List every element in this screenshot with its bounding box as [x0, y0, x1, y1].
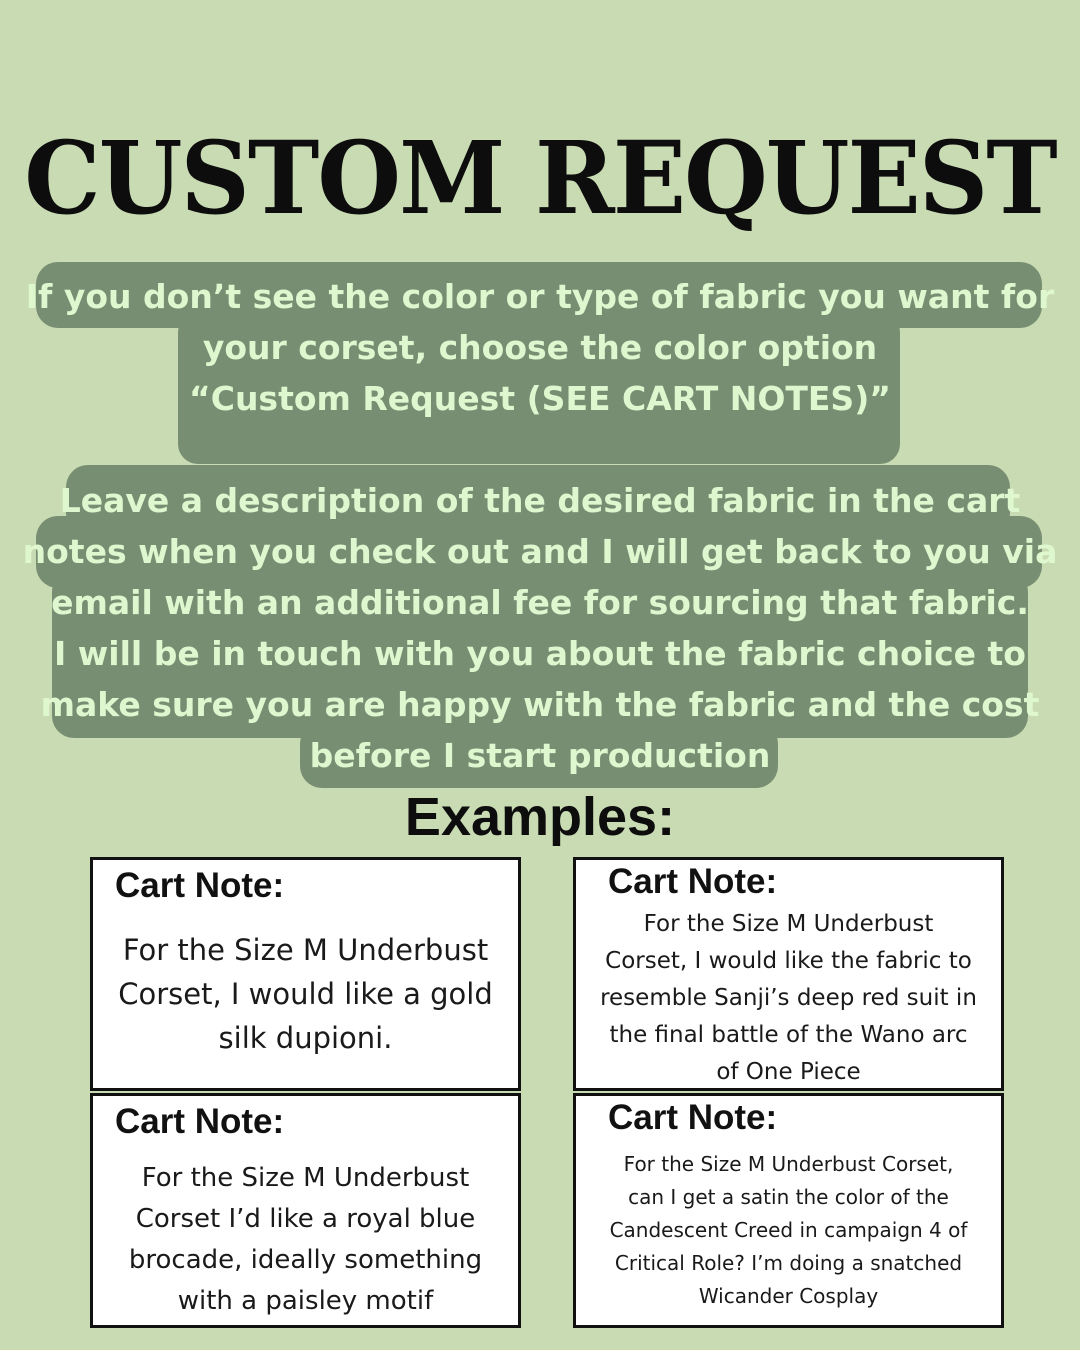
cart-note-line: can I get a satin the color of the: [628, 1185, 949, 1209]
info-line: make sure you are happy with the fabric and the cost: [40, 685, 1040, 724]
cart-note-line: Corset, I would like a gold: [118, 977, 493, 1011]
cart-note-line: resemble Sanji’s deep red suit in: [600, 985, 977, 1011]
cart-note-card-1: [90, 857, 521, 1091]
cart-note-line: Candescent Creed in campaign 4 of: [609, 1218, 968, 1242]
cart-note-line: Corset, I would like the fabric to: [605, 948, 972, 974]
cart-note-line: For the Size M Underbust: [643, 911, 934, 937]
cart-note-body: [576, 906, 1001, 1091]
info-line: “Custom Request (SEE CART NOTES)”: [189, 379, 891, 418]
info-line: notes when you check out and I will get back to you via: [22, 532, 1058, 571]
cart-note-label: Cart Note:: [115, 866, 285, 905]
cart-note-line: Critical Role? I’m doing a snatched: [614, 1251, 963, 1275]
page-title: CUSTOM REQUEST: [24, 119, 1056, 237]
cart-note-card-2: [573, 857, 1004, 1091]
cart-note-line: with a paisley motif: [177, 1286, 434, 1316]
info-line: before I start production: [309, 736, 771, 775]
cart-note-line: brocade, ideally something: [128, 1245, 483, 1275]
cart-note-label: Cart Note:: [608, 1098, 778, 1137]
cart-note-body: [93, 928, 518, 1060]
cart-note-label: Cart Note:: [608, 862, 778, 901]
info-paragraph-1: [0, 271, 1080, 424]
cart-note-line: the final battle of the Wano arc: [609, 1022, 968, 1048]
info-line: I will be in touch with you about the fabric choice to: [54, 634, 1026, 673]
cart-note-line: For the Size M Underbust: [122, 933, 489, 967]
cart-note-line: Wicander Cosplay: [698, 1284, 879, 1308]
cart-note-line: silk dupioni.: [218, 1021, 393, 1055]
cart-note-card-4: [573, 1093, 1004, 1328]
cart-note-line: Corset I’d like a royal blue: [135, 1204, 476, 1234]
info-line: your corset, choose the color option: [202, 328, 878, 367]
info-line: If you don’t see the color or type of fabric you want for: [25, 277, 1055, 316]
cart-note-card-3: [90, 1093, 521, 1328]
examples-heading: Examples:: [404, 787, 676, 847]
cart-note-body: [93, 1158, 518, 1322]
cart-note-line: For the Size M Underbust Corset,: [623, 1152, 954, 1176]
cart-note-label: Cart Note:: [115, 1102, 285, 1141]
info-line: email with an additional fee for sourcing that fabric.: [51, 583, 1029, 622]
cart-note-line: For the Size M Underbust: [141, 1163, 470, 1193]
cart-note-body: [576, 1148, 1001, 1313]
cart-note-line: of One Piece: [716, 1059, 861, 1085]
info-line: Leave a description of the desired fabric in the cart: [59, 481, 1021, 520]
info-paragraph-2: [0, 475, 1080, 781]
